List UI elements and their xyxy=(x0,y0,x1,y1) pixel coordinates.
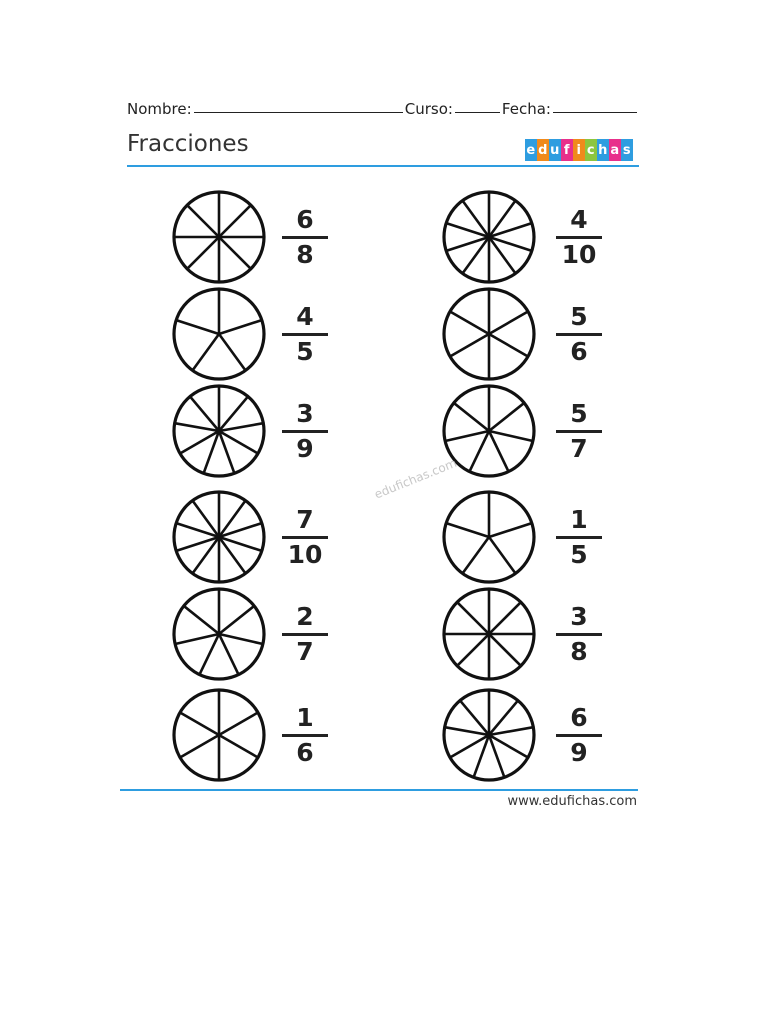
footer-url: www.edufichas.com xyxy=(507,794,637,809)
fraction-denominator: 9 xyxy=(570,738,588,767)
fraction xyxy=(556,704,602,767)
fraction xyxy=(556,603,602,666)
fraction-bar xyxy=(556,536,602,539)
fraction-bar xyxy=(282,236,328,239)
fraction-pie xyxy=(444,289,534,379)
logo-letter: h xyxy=(597,139,609,161)
fraction-denominator: 8 xyxy=(570,637,588,666)
fraction xyxy=(282,704,328,767)
fraction-denominator: 9 xyxy=(296,434,314,463)
fraction-bar xyxy=(282,333,328,336)
footer-divider xyxy=(120,789,638,791)
date-label: Fecha: xyxy=(501,100,551,118)
fraction-pie xyxy=(174,492,264,582)
fraction-denominator: 7 xyxy=(570,434,588,463)
fraction-pie xyxy=(444,690,534,780)
fraction-numerator: 6 xyxy=(570,703,588,732)
fraction-numerator: 4 xyxy=(296,302,314,331)
logo-letter: c xyxy=(585,139,597,161)
fraction-numerator: 5 xyxy=(570,302,588,331)
fraction-denominator: 10 xyxy=(561,240,597,269)
fraction-numerator: 3 xyxy=(296,399,314,428)
fraction-bar xyxy=(282,734,328,737)
fraction-denominator: 8 xyxy=(296,240,314,269)
fraction-denominator: 6 xyxy=(570,337,588,366)
fraction-pie xyxy=(444,192,534,282)
fraction-bar xyxy=(282,536,328,539)
course-label: Curso: xyxy=(404,100,453,118)
fraction-pie xyxy=(444,492,534,582)
fraction-bar xyxy=(556,734,602,737)
fraction xyxy=(282,206,328,269)
fraction-bar xyxy=(556,430,602,433)
fraction-numerator: 2 xyxy=(296,602,314,631)
fraction-bar xyxy=(556,333,602,336)
fraction xyxy=(282,603,328,666)
fraction-pie xyxy=(174,589,264,679)
fraction-numerator: 4 xyxy=(570,205,588,234)
fraction-denominator: 6 xyxy=(296,738,314,767)
logo-letter: d xyxy=(537,139,549,161)
fraction-pie xyxy=(174,386,264,476)
name-label: Nombre: xyxy=(127,100,192,118)
fraction-numerator: 1 xyxy=(296,703,314,732)
logo-letter: i xyxy=(573,139,585,161)
fraction xyxy=(282,400,328,463)
fraction-bar xyxy=(282,430,328,433)
fraction xyxy=(556,506,602,569)
fraction-pie xyxy=(444,386,534,476)
fraction-numerator: 3 xyxy=(570,602,588,631)
fraction-pie xyxy=(174,192,264,282)
logo-letter: u xyxy=(549,139,561,161)
fraction-pie xyxy=(444,589,534,679)
fraction-bar xyxy=(556,236,602,239)
fraction xyxy=(282,303,328,366)
fraction-bar xyxy=(282,633,328,636)
fraction xyxy=(556,303,602,366)
fraction-bar xyxy=(556,633,602,636)
logo-letter: s xyxy=(621,139,633,161)
fraction xyxy=(556,400,602,463)
watermark: edufichas.com xyxy=(372,455,459,502)
fraction xyxy=(282,506,328,569)
fraction-denominator: 10 xyxy=(287,540,323,569)
fraction-numerator: 5 xyxy=(570,399,588,428)
logo-letter: a xyxy=(609,139,621,161)
fraction-pie xyxy=(174,690,264,780)
fraction-denominator: 5 xyxy=(570,540,588,569)
fraction-numerator: 7 xyxy=(296,505,314,534)
fraction-pie xyxy=(174,289,264,379)
fraction-numerator: 6 xyxy=(296,205,314,234)
logo-letter: e xyxy=(525,139,537,161)
fraction-denominator: 5 xyxy=(296,337,314,366)
logo-letter: f xyxy=(561,139,573,161)
page-title: Fracciones xyxy=(127,131,249,157)
fraction-numerator: 1 xyxy=(570,505,588,534)
fraction-denominator: 7 xyxy=(296,637,314,666)
fraction xyxy=(556,206,602,269)
